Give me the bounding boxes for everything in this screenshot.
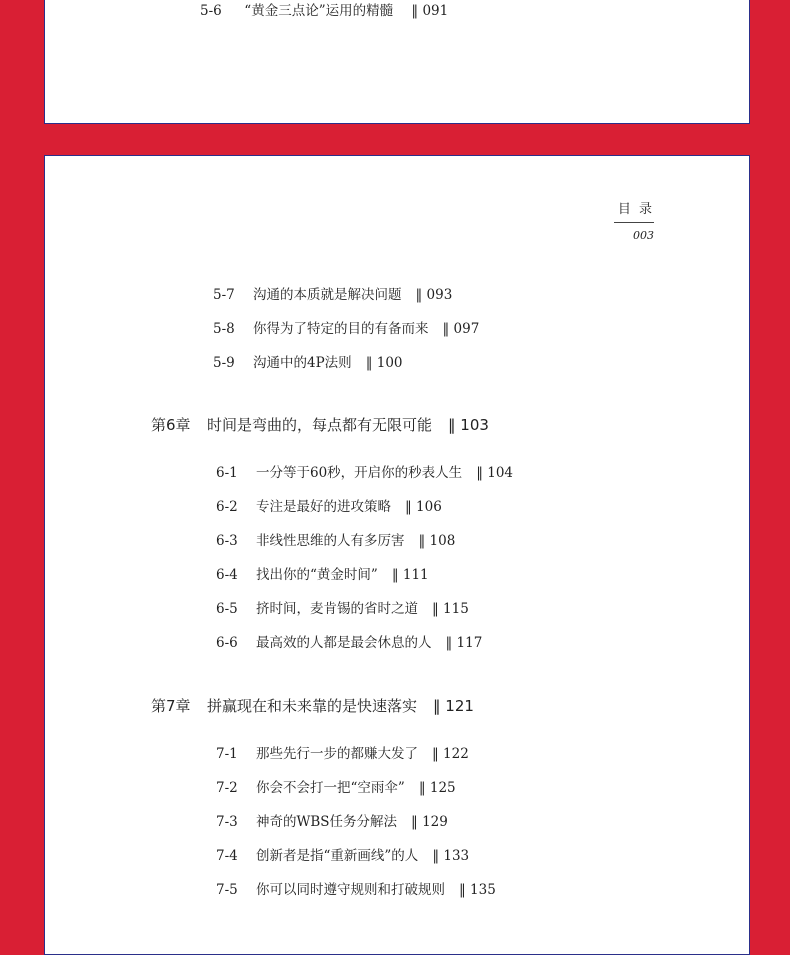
page-ref: ‖ 122 [432, 746, 469, 762]
toc-entry [216, 878, 496, 898]
running-header [614, 198, 654, 242]
section-title: 非线性思维的人有多厉害 [256, 533, 405, 549]
chapter-title: 拼赢现在和未来靠的是快速落实 [207, 697, 418, 715]
toc-entry [216, 461, 513, 481]
section-number: 7-3 [216, 814, 238, 830]
section-number: 7-4 [216, 848, 238, 864]
section-number: 6-2 [216, 499, 238, 515]
section-title: 那些先行一步的都赚大发了 [256, 746, 418, 762]
toc-entry [216, 776, 456, 796]
section-number: 5-6 [200, 3, 222, 19]
toc-entry [213, 317, 479, 337]
section-title: 沟通中的4P法则 [253, 355, 352, 371]
section-number: 7-1 [216, 746, 238, 762]
section-title: 沟通的本质就是解决问题 [253, 287, 402, 303]
page-ref: ‖ 133 [432, 848, 470, 864]
page-ref: ‖ 121 [433, 697, 474, 715]
page-ref: ‖ 103 [448, 416, 489, 434]
toc-entry [216, 631, 482, 651]
section-title: 挤时间，麦肯锡的省时之道 [256, 601, 418, 617]
section-number: 7-5 [216, 882, 238, 898]
section-title: “黄金三点论”运用的精髓 [244, 3, 394, 19]
section-number: 6-5 [216, 601, 238, 617]
page-number: 003 [633, 229, 654, 242]
page-ref: ‖ 091 [411, 3, 449, 19]
section-title: 专注是最好的进攻策略 [256, 499, 391, 515]
toc-entry [216, 563, 429, 583]
page-ref: ‖ 117 [445, 635, 483, 651]
section-number: 5-9 [213, 355, 235, 371]
section-title: 你得为了特定的目的有备而来 [253, 321, 429, 337]
section-number: 6-4 [216, 567, 238, 583]
section-title: 你可以同时遵守规则和打破规则 [256, 882, 445, 898]
toc-entry [216, 742, 469, 762]
chapter-title: 时间是弯曲的，每点都有无限可能 [207, 416, 433, 434]
page-ref: ‖ 115 [432, 601, 469, 617]
chapter-number: 第7章 [151, 697, 191, 715]
toc-entry [213, 351, 403, 371]
toc-entry [216, 844, 469, 864]
toc-page-top [44, 0, 750, 124]
section-number: 5-7 [213, 287, 235, 303]
section-title: 找出你的“黄金时间” [256, 567, 378, 583]
page-ref: ‖ 106 [405, 499, 442, 515]
section-title: 一分等于60秒，开启你的秒表人生 [256, 465, 463, 481]
toc-entry [200, 0, 448, 19]
page-ref: ‖ 093 [415, 287, 453, 303]
section-title: 你会不会打一把“空雨伞” [256, 780, 405, 796]
header-label: 目 录 [617, 202, 654, 217]
toc-entry [213, 283, 452, 303]
toc-entry [216, 495, 442, 515]
toc-entry [216, 597, 469, 617]
toc-page-main [44, 155, 750, 955]
header-rule [614, 222, 654, 223]
page-ref: ‖ 125 [418, 780, 456, 796]
page-ref: ‖ 135 [459, 882, 496, 898]
page-ref: ‖ 108 [418, 533, 456, 549]
page-ref: ‖ 100 [365, 355, 403, 371]
chapter-heading [151, 695, 474, 716]
chapter-number: 第6章 [151, 416, 191, 434]
section-number: 7-2 [216, 780, 238, 796]
section-number: 5-8 [213, 321, 235, 337]
section-title: 神奇的WBS任务分解法 [256, 814, 398, 830]
page-ref: ‖ 097 [442, 321, 480, 337]
section-title: 最高效的人都是最会休息的人 [256, 635, 432, 651]
toc-entry [216, 529, 455, 549]
page-ref: ‖ 129 [411, 814, 448, 830]
page-ref: ‖ 111 [391, 567, 429, 583]
section-number: 6-3 [216, 533, 238, 549]
chapter-heading [151, 414, 489, 435]
section-title: 创新者是指“重新画线”的人 [256, 848, 419, 864]
section-number: 6-1 [216, 465, 238, 481]
page-ref: ‖ 104 [476, 465, 513, 481]
toc-entry [216, 810, 448, 830]
section-number: 6-6 [216, 635, 238, 651]
